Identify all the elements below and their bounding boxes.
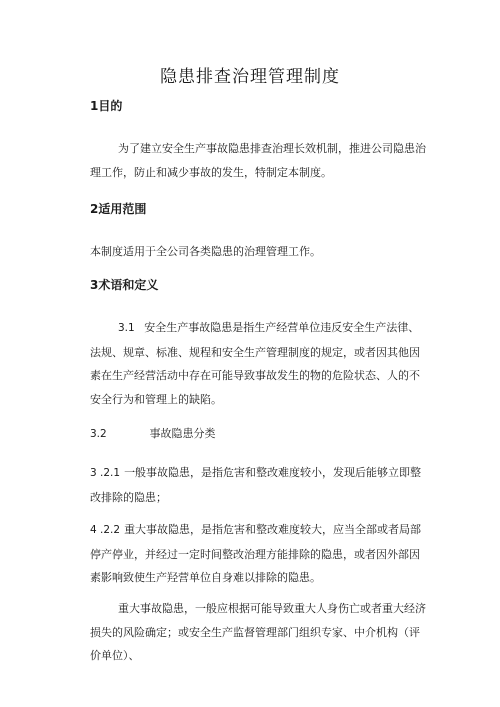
general-hazard-text: 一般事故隐患，是指危害和整改难度较小，发现后能够立即整改排除的隐患；	[90, 466, 422, 504]
general-hazard-number: 3 .2.1	[90, 467, 121, 479]
section-body-purpose	[90, 137, 430, 184]
major-hazard-determination-text: 重大事故隐患，一般应根据可能导致重大人身伤亡或者重大经济损失的风险确定；或安全生产监督管理部门组织专家、中介机构（评价单位）、	[90, 602, 426, 662]
purpose-text: 为了建立安全生产事故隐患排查治理长效机制，推进公司隐患治理工作，防止和减少事故的发生，特制定本制度。	[90, 142, 426, 179]
section-body-scope	[90, 240, 430, 264]
section-heading-terms: 3术语和定义	[90, 278, 159, 292]
term-3-1-paragraph	[90, 316, 430, 411]
document-title: 隐患排查治理管理制度	[160, 67, 340, 87]
major-hazard-number: 4 .2.2	[90, 524, 121, 536]
section-heading-purpose: 1目的	[90, 99, 123, 113]
term-3-2-number: 3.2	[90, 428, 107, 440]
term-3-1-text: 安全生产事故隐患是指生产经营单位违反安全生产法律、法规、规章、标准、规程和安全生产管理制度的规定，或者因其他因素在生产经营活动中存在可能导致事故发生的物的危险状态、人的不安全行为和管理上的缺陷。	[90, 321, 420, 406]
term-3-2-heading	[90, 425, 216, 441]
section-heading-scope: 2适用范围	[90, 202, 147, 216]
major-hazard-determination-paragraph	[90, 597, 430, 668]
term-3-1-number: 3.1	[118, 322, 135, 334]
major-hazard-paragraph	[90, 518, 430, 590]
general-hazard-paragraph	[90, 461, 430, 509]
major-hazard-text: 重大事故隐患，是指危害和整改难度较大，应当全部或者局部停产停业，并经过一定时间整改治理方能排除的隐患，或者因外部因素影响致使生产羟营单位自身难以排除的隐患。	[90, 523, 422, 584]
scope-text: 本制度适用于全公司各类隐患的治理管理工作。	[90, 245, 321, 258]
term-3-2-text: 事故隐患分类	[149, 427, 216, 440]
